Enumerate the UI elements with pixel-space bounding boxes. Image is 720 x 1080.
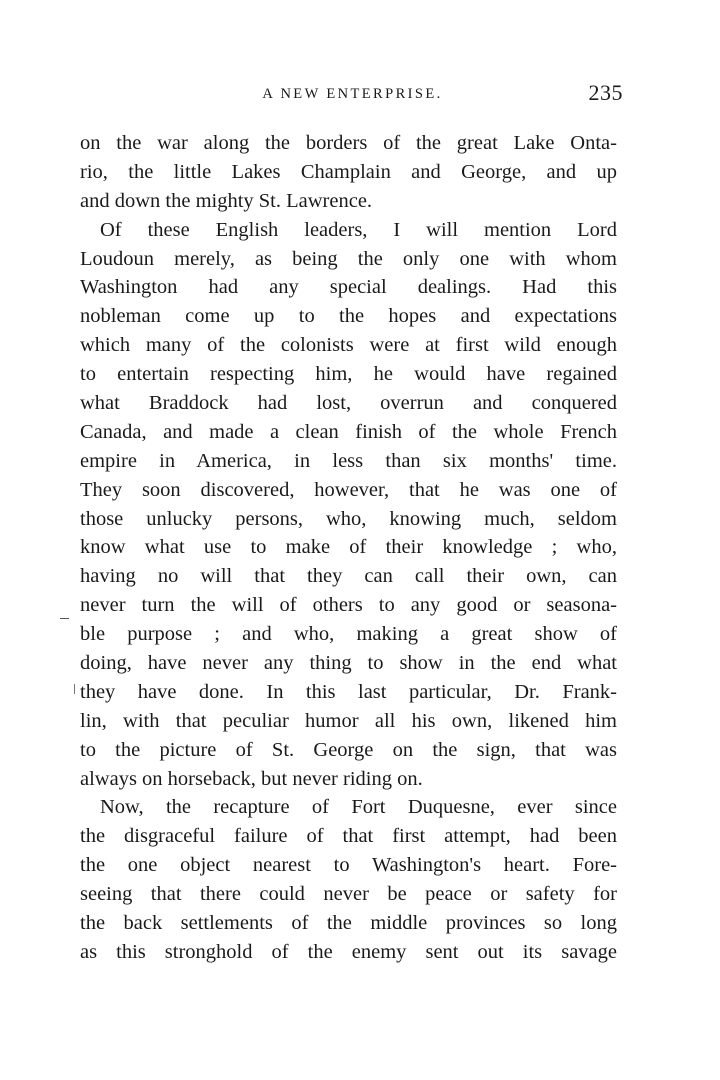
text-line: having no will that they can call their own, can: [80, 565, 617, 588]
text-line: Washington had any special dealings. Had this: [80, 276, 617, 299]
text-line: which many of the colonists were at first wild enough: [80, 334, 617, 357]
text-line: ble purpose ; and who, making a great show of: [80, 623, 617, 646]
text-line: they have done. In this last particular, Dr. Frank-: [80, 680, 617, 703]
text-line: They soon discovered, however, that he was one of: [80, 478, 617, 501]
text-line: Canada, and made a clean finish of the whole French: [80, 420, 617, 443]
margin-mark: [74, 684, 75, 694]
running-head: [80, 80, 625, 110]
text-line: what Braddock had lost, overrun and conquered: [80, 392, 617, 415]
text-line: those unlucky persons, who, knowing much, seldom: [80, 507, 617, 530]
text-line: rio, the little Lakes Champlain and George, and up: [80, 160, 617, 183]
text-line: Now, the recapture of Fort Duquesne, ever since: [100, 796, 617, 819]
text-line: nobleman come up to the hopes and expectations: [80, 305, 617, 328]
body-text: [80, 129, 617, 967]
text-line: always on horseback, but never riding on.: [80, 767, 423, 790]
text-line: never turn the will of others to any good or seasona-: [80, 594, 617, 617]
text-line: to the picture of St. George on the sign, that was: [80, 738, 617, 761]
page-number: 235: [588, 80, 623, 105]
text-line: the back settlements of the middle provinces so long: [80, 912, 617, 935]
text-line: as this stronghold of the enemy sent out its savage: [80, 940, 617, 963]
text-line: seeing that there could never be peace or safety for: [80, 883, 617, 906]
margin-mark: [60, 618, 69, 619]
text-line: Of these English leaders, I will mention Lord: [100, 218, 617, 241]
text-line: the one object nearest to Washington's heart. Fore-: [80, 854, 617, 877]
text-line: lin, with that peculiar humor all his own, likened him: [80, 709, 617, 732]
text-line: empire in America, in less than six months' time.: [80, 449, 617, 472]
text-line: to entertain respecting him, he would have regained: [80, 363, 617, 386]
text-line: and down the mighty St. Lawrence.: [80, 189, 373, 212]
text-line: on the war along the borders of the great Lake Onta-: [80, 132, 617, 154]
text-line: doing, have never any thing to show in the end what: [80, 652, 617, 675]
text-line: know what use to make of their knowledge ; who,: [80, 536, 617, 559]
text-line: the disgraceful failure of that first attempt, had been: [80, 825, 617, 848]
text-line: Loudoun merely, as being the only one with whom: [80, 247, 617, 270]
running-title: A NEW ENTERPRISE.: [262, 86, 443, 102]
